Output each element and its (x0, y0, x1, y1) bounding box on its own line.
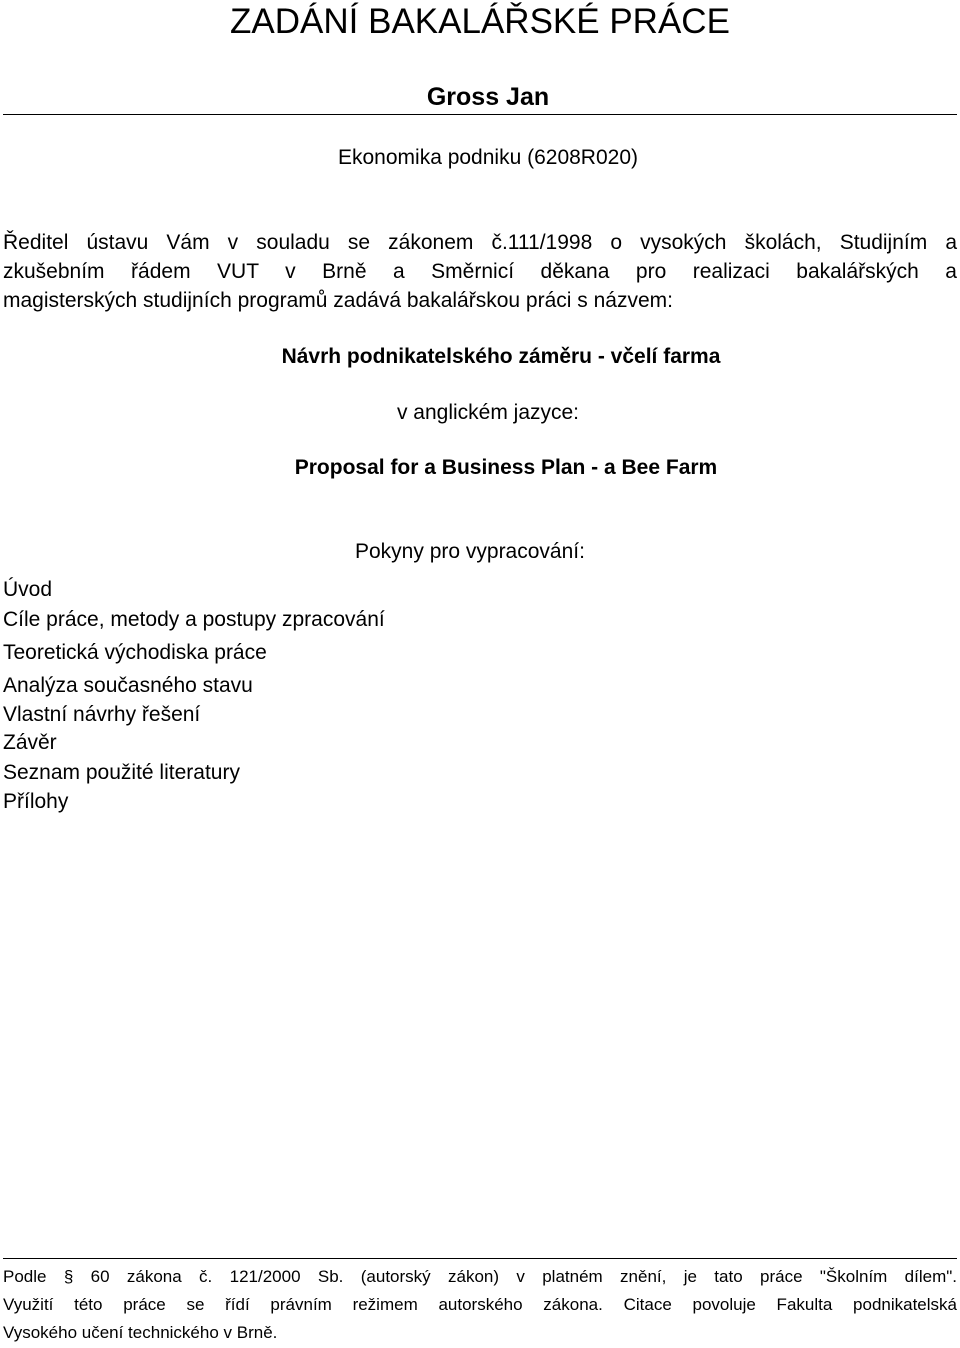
outline-item: Vlastní návrhy řešení (3, 703, 201, 726)
outline-item: Teoretická východiska práce (3, 641, 267, 664)
header-divider (3, 114, 957, 115)
outline-item: Úvod (3, 578, 53, 601)
outline-item: Závěr (3, 731, 57, 754)
intro-line: zkušebním řádem VUT v Brně a Směrnicí děkana pro realizaci bakalářských a (3, 260, 957, 283)
study-field: Ekonomika podniku (6208R020) (337, 146, 639, 169)
outline-item: Cíle práce, metody a postupy zpracování (3, 608, 385, 631)
footer-line: Využití této práce se řídí právním režimem autorského zákona. Citace povoluje Fakulta podnikatelská (3, 1295, 957, 1314)
student-name: Gross Jan (426, 83, 550, 111)
outline-item: Přílohy (3, 790, 69, 813)
intro-line: magisterských studijních programů zadává bakalářskou práci s názvem: (3, 289, 673, 312)
english-language-label: v anglickém jazyce: (396, 401, 580, 424)
footer-line: Podle § 60 zákona č. 121/2000 Sb. (autorský zákon) v platném znění, je tato práce "Školním dílem". (3, 1267, 957, 1286)
thesis-title-czech: Návrh podnikatelského záměru - včelí farma (281, 345, 721, 368)
intro-line: Ředitel ústavu Vám v souladu se zákonem č.111/1998 o vysokých školách, Studijním a (3, 231, 957, 254)
outline-item: Analýza současného stavu (3, 674, 253, 697)
footer-divider (3, 1258, 957, 1259)
outline-item: Seznam použité literatury (3, 761, 240, 784)
copyright-notice (3, 1266, 957, 1344)
thesis-title-english: Proposal for a Business Plan - a Bee Farm (294, 456, 718, 479)
footer-line: Vysokého učení technického v Brně. (3, 1323, 278, 1342)
intro-paragraph (3, 228, 957, 315)
document-title: ZADÁNÍ BAKALÁŘSKÉ PRÁCE (230, 2, 730, 41)
instructions-heading: Pokyny pro vypracování: (355, 540, 585, 563)
